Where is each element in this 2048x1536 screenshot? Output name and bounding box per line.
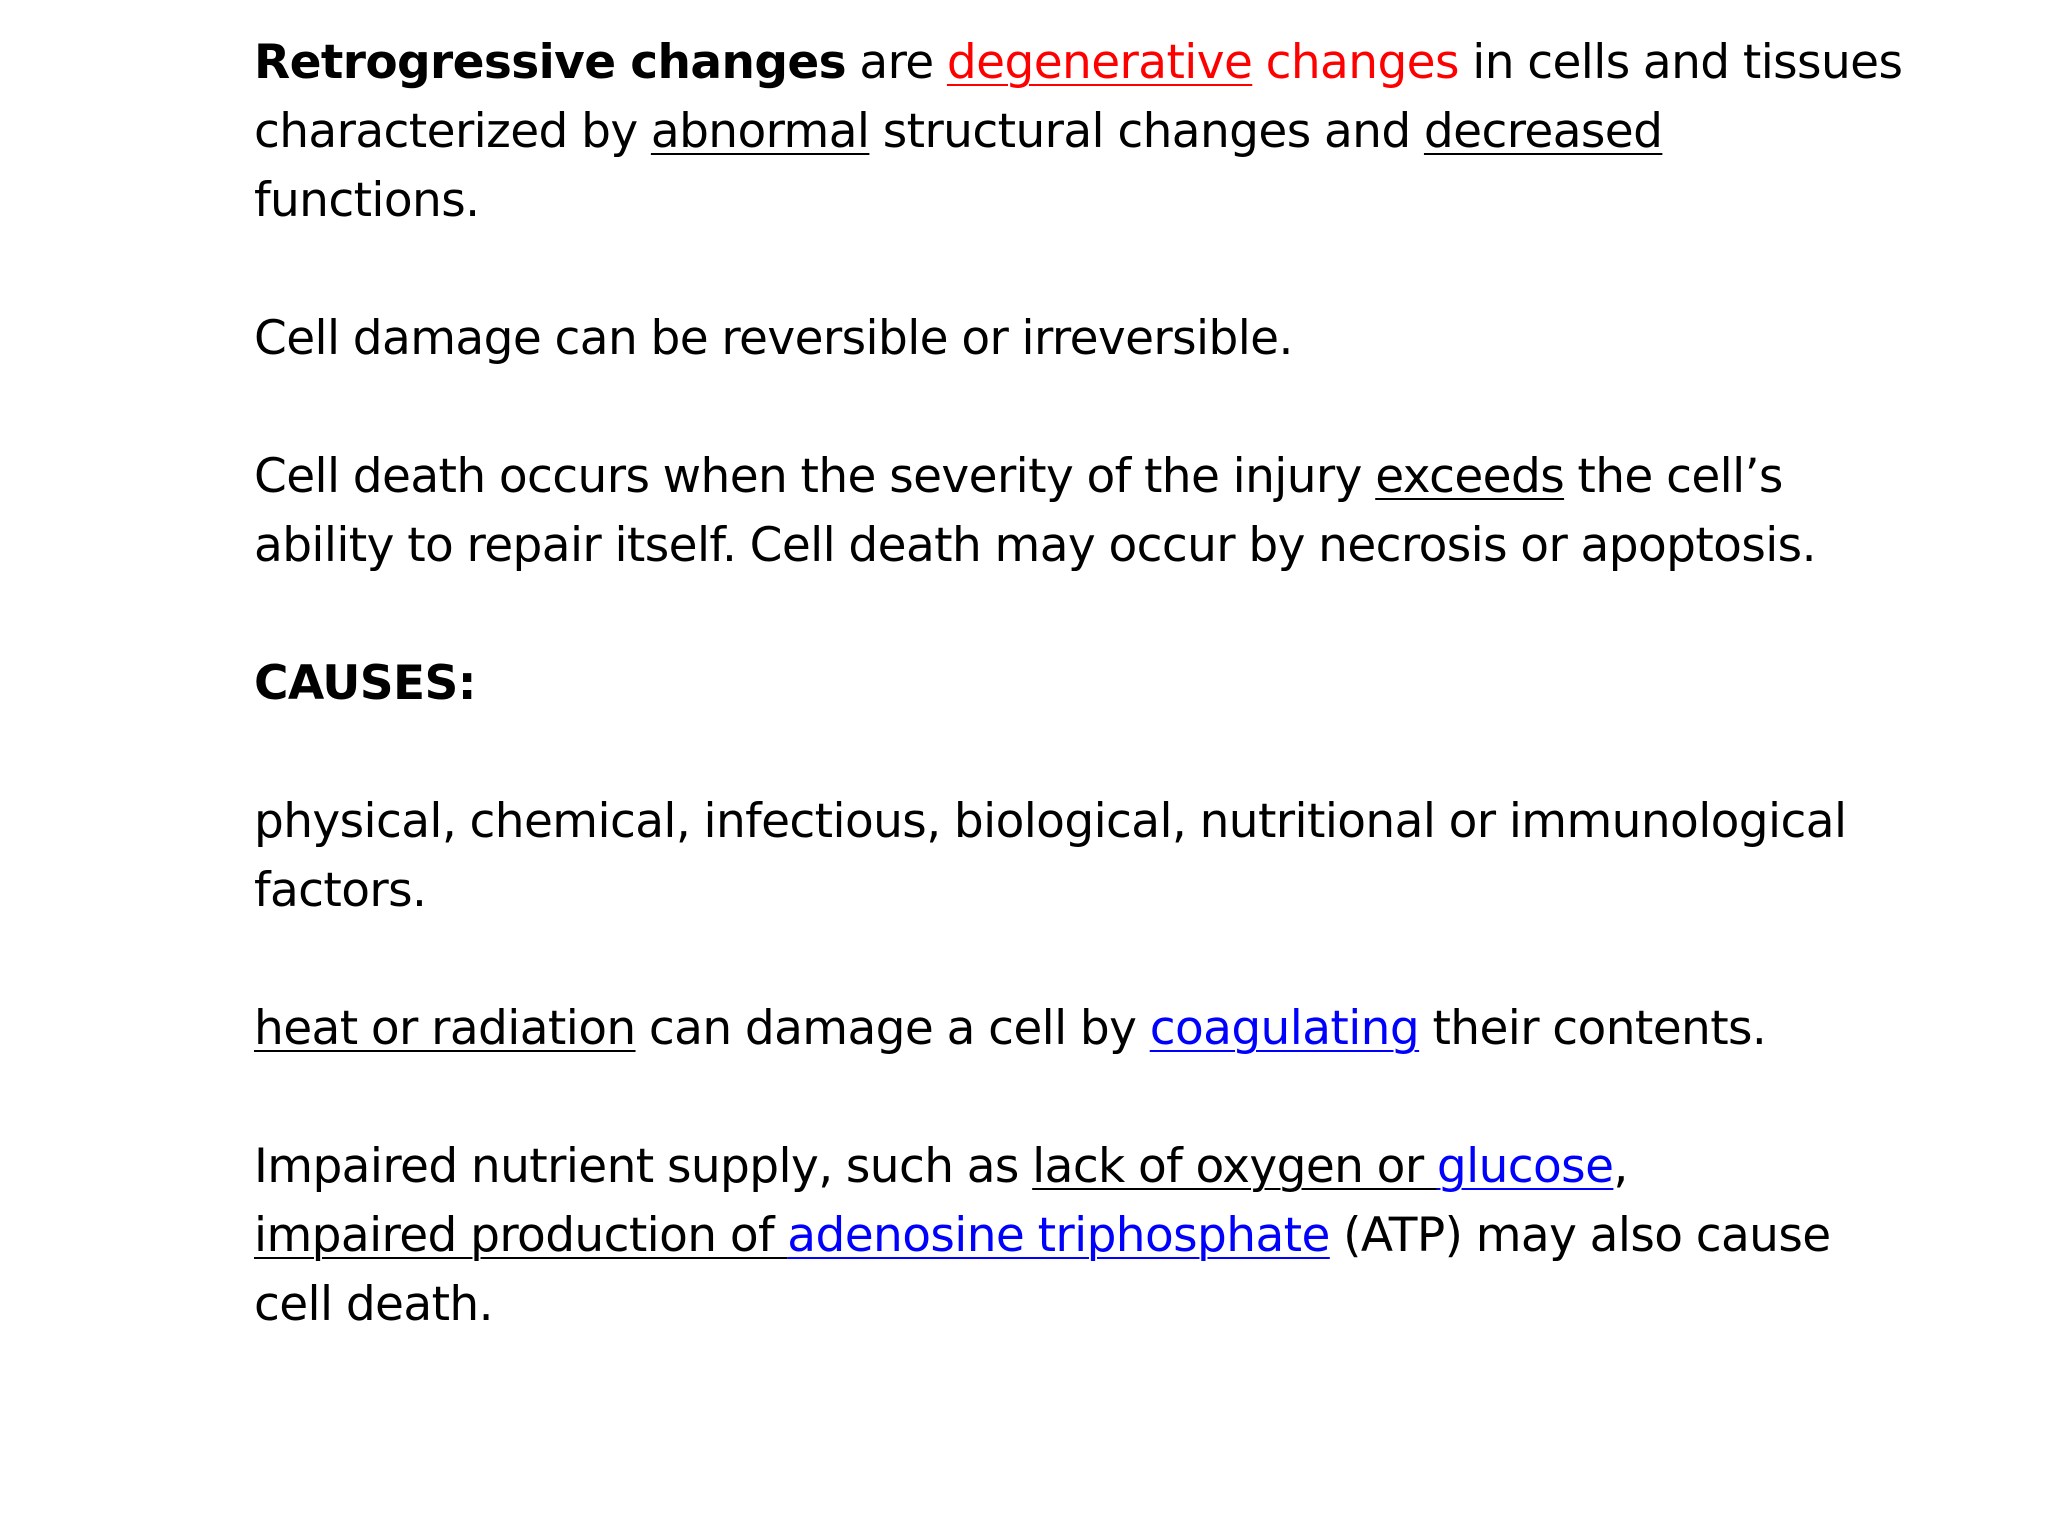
text: Cell death occurs when the severity of the injury — [254, 449, 1376, 504]
spacer — [254, 1063, 1954, 1132]
underlined-impaired-production: impaired production of — [254, 1208, 788, 1263]
text: Impaired nutrient supply, such as — [254, 1139, 1033, 1194]
definition-line-2 — [254, 97, 1954, 166]
underlined-abnormal: abnormal — [650, 104, 870, 159]
text: factors. — [254, 863, 427, 918]
link-glucose[interactable]: glucose — [1436, 1139, 1614, 1194]
slide-body — [254, 28, 1954, 1339]
text: (ATP) may also cause — [1329, 1208, 1831, 1263]
text: ability to repair itself. Cell death may occur by necrosis or apoptosis. — [254, 518, 1816, 573]
text: can damage a cell by — [635, 1001, 1150, 1056]
cell-damage-line — [254, 304, 1954, 373]
text: are — [846, 35, 947, 90]
nutrient-line-1 — [254, 1132, 1954, 1201]
text: functions. — [254, 173, 480, 228]
red-text-changes: changes — [1265, 35, 1459, 90]
underlined-lack-of-oxygen: lack of oxygen or — [1032, 1139, 1437, 1194]
definition-line-3 — [254, 166, 1954, 235]
text — [1252, 35, 1265, 90]
text: cell death. — [254, 1277, 493, 1332]
spacer — [254, 718, 1954, 787]
spacer — [254, 373, 1954, 442]
underlined-exceeds: exceeds — [1375, 449, 1565, 504]
spacer — [254, 580, 1954, 649]
underlined-decreased: decreased — [1423, 104, 1663, 159]
spacer — [254, 235, 1954, 304]
text: Cell damage can be reversible or irreversible. — [254, 311, 1293, 366]
term-retrogressive-changes: Retrogressive changes — [254, 35, 847, 90]
text: their contents. — [1419, 1001, 1767, 1056]
text: characterized by — [254, 104, 651, 159]
cell-death-line-2 — [254, 511, 1954, 580]
link-adenosine-triphosphate[interactable]: adenosine triphosphate — [787, 1208, 1330, 1263]
nutrient-line-3 — [254, 1270, 1954, 1339]
text: in cells and tissues — [1458, 35, 1903, 90]
text: , — [1613, 1139, 1628, 1194]
causes-list-line-1 — [254, 787, 1954, 856]
cell-death-line-1 — [254, 442, 1954, 511]
text: structural changes and — [869, 104, 1424, 159]
underlined-heat-or-radiation: heat or radiation — [254, 1001, 636, 1056]
link-degenerative[interactable]: degenerative — [946, 35, 1253, 90]
text: the cell’s — [1564, 449, 1783, 504]
link-coagulating[interactable]: coagulating — [1149, 1001, 1420, 1056]
heat-radiation-line — [254, 994, 1954, 1063]
causes-list-line-2 — [254, 856, 1954, 925]
causes-heading: CAUSES: — [254, 656, 476, 711]
spacer — [254, 925, 1954, 994]
definition-line-1 — [254, 28, 1954, 97]
nutrient-line-2 — [254, 1201, 1954, 1270]
text: physical, chemical, infectious, biological, nutritional or immunological — [254, 794, 1847, 849]
